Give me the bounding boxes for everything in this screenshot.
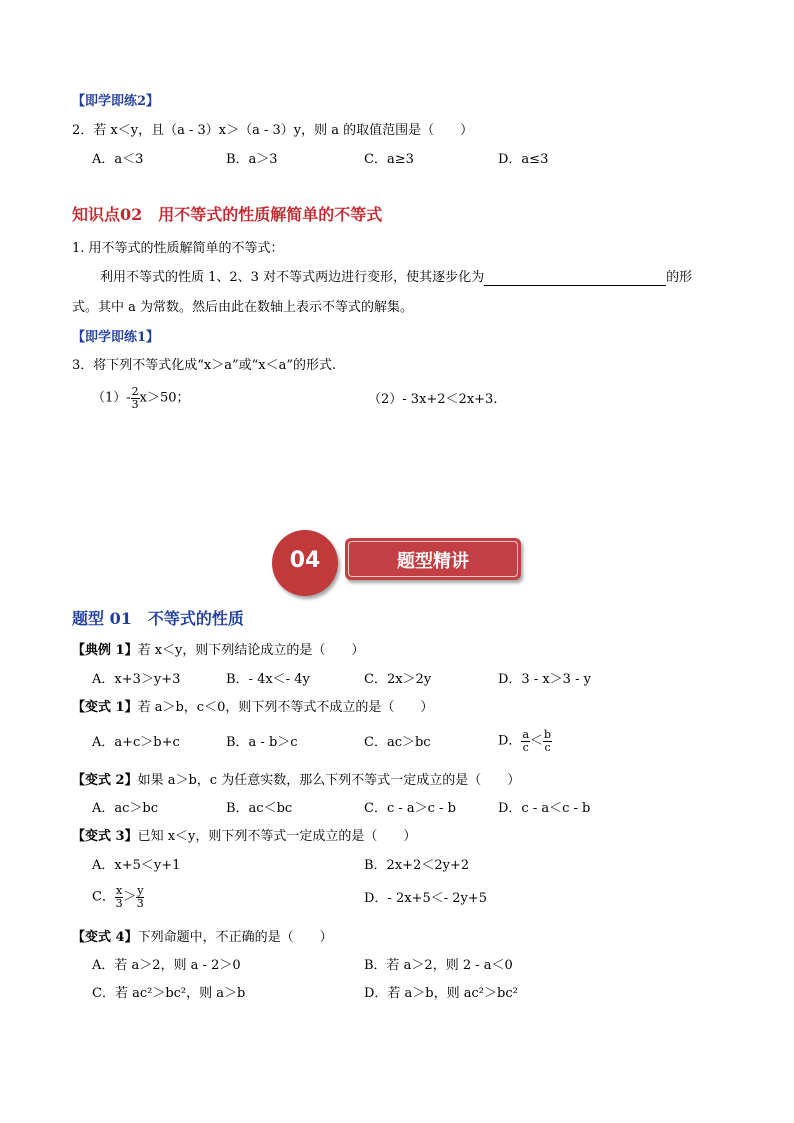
- variant2-option-d: D．c - a＜c - b: [498, 801, 591, 816]
- variant2-option-c: C．c - a＞c - b: [364, 801, 456, 816]
- variant2-tag: 【变式 2】: [72, 773, 138, 788]
- example1-option-b: B．- 4x＜- 4y: [226, 672, 310, 687]
- section-banner: [345, 538, 521, 580]
- knowledge02-line1: [100, 270, 692, 286]
- fraction-numerator: 2: [131, 385, 139, 398]
- section-title: 题型精讲: [397, 551, 469, 572]
- fraction: [543, 729, 552, 753]
- fraction: [521, 729, 530, 753]
- practice1-part1-rest: x＞50；: [139, 390, 190, 406]
- fraction-denominator: c: [522, 740, 529, 754]
- variant3-tag: 【变式 3】: [72, 829, 138, 844]
- variant2-option-b: B．ac＜bc: [226, 801, 293, 816]
- variant1-option-d: [498, 729, 552, 753]
- variant1-question: [72, 700, 433, 716]
- answer-blank: [484, 273, 666, 286]
- type01-heading: 题型 01 不等式的性质: [72, 609, 244, 628]
- practice1-part1: [92, 386, 190, 410]
- practice2-tag: 【即学即练2】: [72, 94, 160, 109]
- practice1-part2: （2）- 3x+2＜2x+3.: [368, 392, 498, 407]
- variant1-tag: 【变式 1】: [72, 700, 138, 715]
- variant3-option-a: A．x+5＜y+1: [92, 858, 181, 873]
- example1-option-c: C．2x＞2y: [364, 672, 432, 687]
- fraction-numerator: b: [544, 728, 552, 741]
- knowledge02-heading: 知识点02 用不等式的性质解简单的不等式: [72, 205, 383, 224]
- fraction: [131, 386, 140, 410]
- fraction-denominator: c: [544, 740, 551, 754]
- practice1-part1-label: （1）-: [92, 390, 131, 406]
- variant3-question: [72, 829, 416, 845]
- practice2-option-b: B．a＞3: [226, 152, 278, 167]
- knowledge02-item1: 1. 用不等式的性质解简单的不等式：: [72, 241, 284, 256]
- fraction: [136, 885, 144, 909]
- variant1-option-c: C．ac＞bc: [364, 735, 431, 750]
- variant4-option-a: A．若 a＞2，则 a - 2＞0: [92, 958, 241, 973]
- variant4-text: 下列命题中，不正确的是（ ）: [137, 930, 333, 945]
- variant3-text: 已知 x＜y，则下列不等式一定成立的是（ ）: [137, 829, 417, 844]
- variant3-option-b: B．2x+2＜2y+2: [364, 858, 470, 873]
- fraction-denominator: 3: [115, 896, 123, 910]
- variant2-option-a: A．ac＞bc: [92, 801, 159, 816]
- fraction-numerator: a: [522, 728, 529, 741]
- practice2-question: 2．若 x＜y，且（a - 3）x＞（a - 3）y，则 a 的取值范围是（ ）: [72, 123, 474, 138]
- practice2-option-c: C．a≥3: [364, 152, 414, 167]
- variant4-question: [72, 930, 333, 946]
- operator: ＜: [530, 733, 544, 749]
- example1-tag: 【典例 1】: [72, 643, 138, 658]
- variant4-tag: 【变式 4】: [72, 930, 138, 945]
- fraction-denominator: 3: [136, 896, 144, 910]
- fraction: [115, 885, 123, 909]
- knowledge02-line2: 式。其中 a 为常数。然后由此在数轴上表示不等式的解集。: [72, 300, 414, 315]
- example1-text: 若 x＜y，则下列结论成立的是（ ）: [137, 643, 365, 658]
- practice1-tag: 【即学即练1】: [72, 330, 160, 345]
- fraction-numerator: y: [137, 884, 144, 897]
- practice1-question: 3．将下列不等式化成“x＞a”或“x＜a”的形式.: [72, 358, 337, 373]
- practice2-option-a: A．a＜3: [92, 152, 144, 167]
- variant1-option-b: B．a - b＞c: [226, 735, 298, 750]
- practice2-option-d: D．a≤3: [498, 152, 549, 167]
- knowledge02-line1-suffix: 的形: [666, 270, 693, 285]
- variant1-option-d-label: D．: [498, 733, 522, 749]
- variant2-text: 如果 a＞b，c 为任意实数，那么下列不等式一定成立的是（ ）: [137, 773, 521, 788]
- section-number: 04: [289, 548, 321, 573]
- fraction-denominator: 3: [131, 397, 139, 411]
- variant3-option-d: D．- 2x+5＜- 2y+5: [364, 891, 488, 906]
- operator: ＞: [123, 889, 137, 905]
- fraction-numerator: x: [115, 884, 123, 897]
- section-number-badge: [272, 530, 338, 596]
- knowledge02-line1-prefix: 利用不等式的性质 1、2、3 对不等式两边进行变形，使其逐步化为: [100, 270, 485, 285]
- variant4-option-d: D．若 a＞b，则 ac²＞bc²: [364, 986, 518, 1001]
- variant3-option-c: [92, 885, 144, 909]
- variant4-option-c: C．若 ac²＞bc²，则 a＞b: [92, 986, 246, 1001]
- variant1-option-a: A．a+c＞b+c: [92, 735, 180, 750]
- variant4-option-b: B．若 a＞2，则 2 - a＜0: [364, 958, 513, 973]
- example1-option-a: A．x+3＞y+3: [92, 672, 181, 687]
- example1-option-d: D．3 - x＞3 - y: [498, 672, 591, 687]
- variant1-text: 若 a＞b，c＜0，则下列不等式不成立的是（ ）: [137, 700, 434, 715]
- example1-question: [72, 643, 364, 659]
- variant3-option-c-label: C．: [92, 889, 115, 905]
- variant2-question: [72, 773, 520, 789]
